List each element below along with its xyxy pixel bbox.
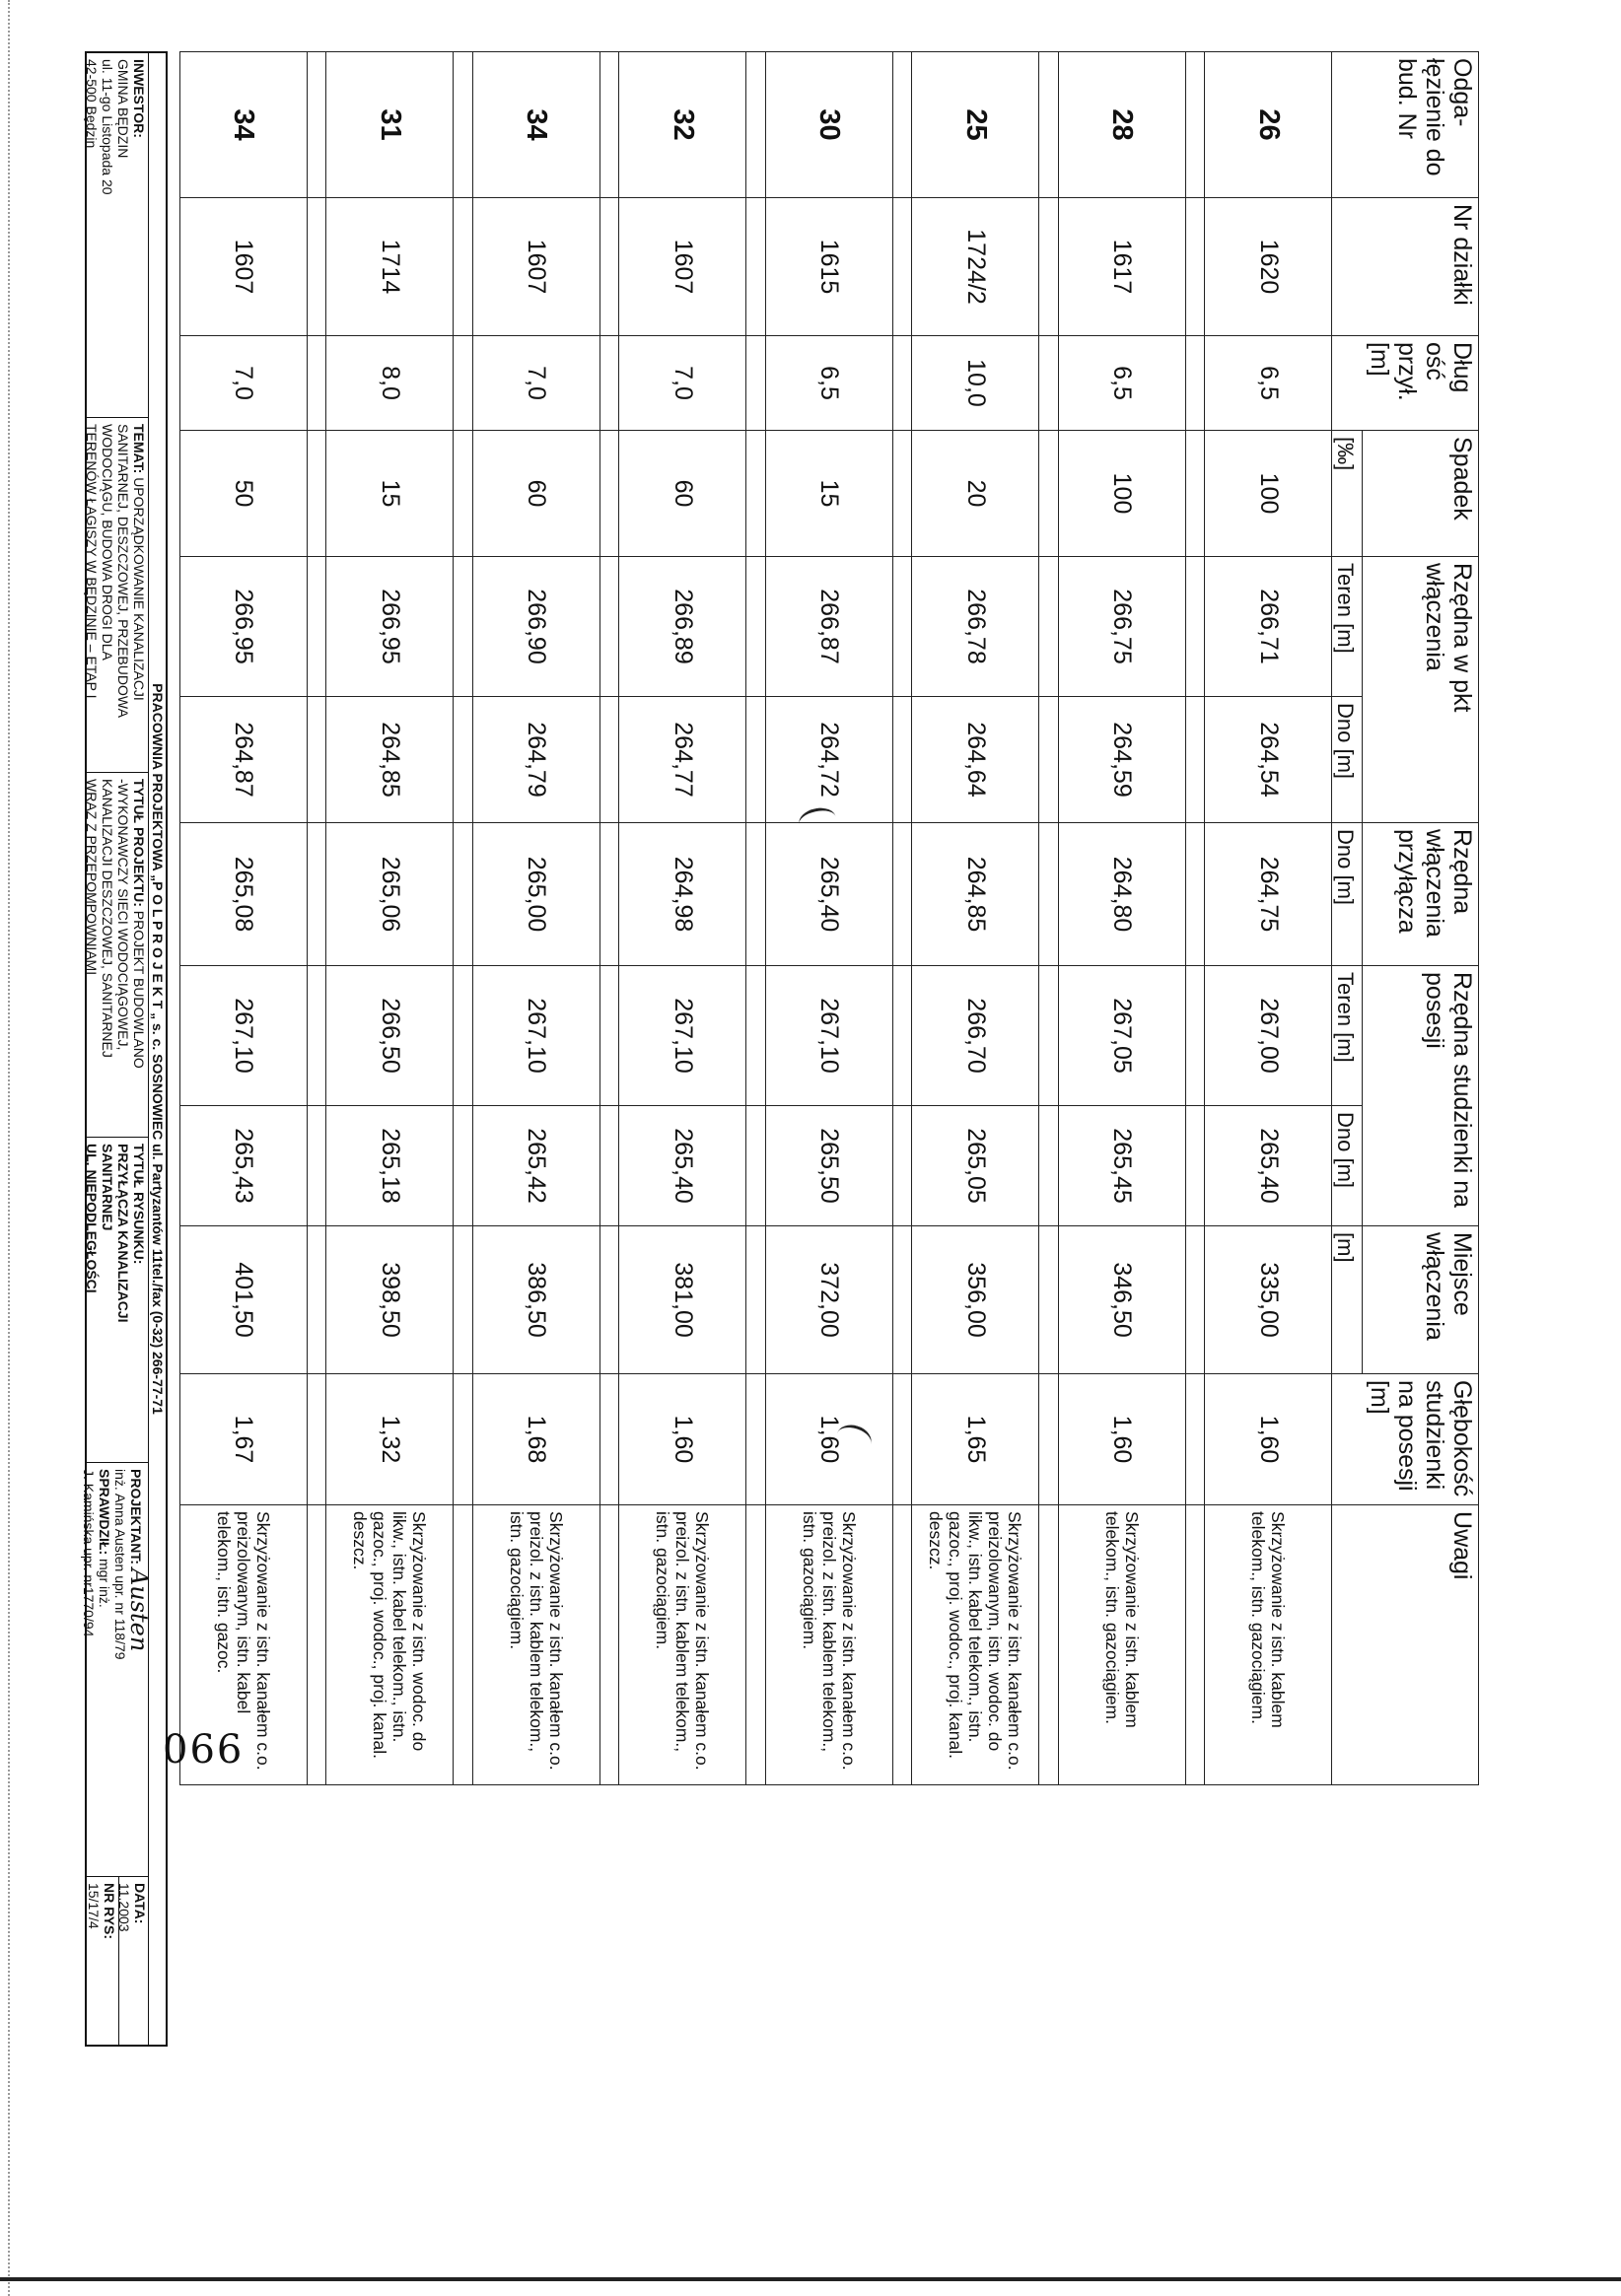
separator-cell bbox=[599, 198, 619, 336]
row-separator bbox=[454, 52, 473, 1785]
bottom-cell: 264,54 bbox=[1205, 697, 1332, 823]
slope-cell: 20 bbox=[912, 431, 1039, 557]
separator-cell bbox=[1039, 336, 1059, 431]
separator-cell bbox=[746, 557, 766, 697]
separator-cell bbox=[892, 1106, 912, 1226]
subject-line: TERENÓW ŁAGISZY W BĘDZINIE – ETAP I bbox=[84, 424, 100, 699]
title-block bbox=[81, 51, 168, 2047]
plot-nr-cell: 1617 bbox=[1058, 198, 1185, 336]
table-row bbox=[912, 52, 1039, 1785]
separator-cell bbox=[454, 823, 473, 966]
manhole-bottom-cell: 265,40 bbox=[1205, 1106, 1332, 1226]
manhole-terrain-cell: 266,50 bbox=[326, 966, 454, 1106]
branch-nr-cell: 28 bbox=[1058, 52, 1185, 198]
separator-cell bbox=[746, 823, 766, 966]
separator-cell bbox=[746, 697, 766, 823]
investor-line: 42-500 Będzin bbox=[84, 59, 100, 149]
separator-cell bbox=[307, 1374, 326, 1505]
plot-nr-cell: 1607 bbox=[619, 198, 746, 336]
separator-cell bbox=[892, 1505, 912, 1785]
separator-cell bbox=[1039, 1505, 1059, 1785]
plot-nr-cell: 1724/2 bbox=[912, 198, 1039, 336]
separator-cell bbox=[454, 1374, 473, 1505]
row-separator bbox=[746, 52, 766, 1785]
separator-cell bbox=[892, 1374, 912, 1505]
plot-nr-cell: 1620 bbox=[1205, 198, 1332, 336]
separator-cell bbox=[307, 431, 326, 557]
connection-bottom-cell: 265,08 bbox=[180, 823, 308, 966]
separator-cell bbox=[1039, 52, 1059, 198]
table-row bbox=[472, 52, 599, 1785]
separator-cell bbox=[1039, 966, 1059, 1106]
remarks-cell: Skrzyżowanie z istn. kablem telekom., istn. gazociągiem. bbox=[1205, 1505, 1332, 1785]
bottom-cell: 264,79 bbox=[472, 697, 599, 823]
separator-cell bbox=[307, 1226, 326, 1374]
remarks-cell: Skrzyżowanie z istn. kanałem c.o. preizol. z istn. kablem telekom., istn. gazociągiem. bbox=[472, 1505, 599, 1785]
date-number-cell bbox=[87, 1877, 149, 2045]
drawing-title-line: UL. NIEPODLEGŁOŚCI bbox=[84, 1144, 100, 1293]
scan-edge bbox=[8, 0, 10, 2296]
manhole-depth-cell: 1,60 bbox=[619, 1374, 746, 1505]
investor-line: ul. 11-go Listopada 20 bbox=[100, 59, 115, 195]
firm-name: PRACOWNIA PROJEKTOWA „P O L P R O J E K T „ s. c. SOSNOWIEC ul. Partyzantów 11tel./fax (0-32) 266-77-71 bbox=[148, 53, 166, 2045]
connection-bottom-cell: 265,06 bbox=[326, 823, 454, 966]
separator-cell bbox=[599, 557, 619, 697]
separator-cell bbox=[1185, 1226, 1205, 1374]
separator-cell bbox=[1185, 697, 1205, 823]
separator-cell bbox=[746, 1226, 766, 1374]
plot-nr-cell: 1607 bbox=[180, 198, 308, 336]
header-spadek-unit: [‰] bbox=[1332, 431, 1363, 557]
separator-cell bbox=[1185, 557, 1205, 697]
separator-cell bbox=[892, 1226, 912, 1374]
designer-cell bbox=[81, 1463, 153, 1877]
separator-cell bbox=[892, 336, 912, 431]
connection-bottom-cell: 264,98 bbox=[619, 823, 746, 966]
separator-cell bbox=[1185, 431, 1205, 557]
designer-name: inż. Anna Austen upr. nr 118/79 bbox=[112, 1469, 128, 1660]
subject-cell bbox=[84, 418, 149, 773]
connection-bottom-cell: 265,40 bbox=[765, 823, 892, 966]
header-dlugosc: Dług ość przył. [m] bbox=[1332, 336, 1479, 431]
manhole-bottom-cell: 265,45 bbox=[1058, 1106, 1185, 1226]
header-przylacze-dno: Dno [m] bbox=[1332, 823, 1363, 966]
header-rzedna-studzienki: Rzędna studzienki na posesji bbox=[1363, 966, 1479, 1226]
header-nr-dzialki: Nr działki bbox=[1332, 198, 1479, 336]
separator-cell bbox=[746, 1505, 766, 1785]
header-miejsce-unit: [m] bbox=[1332, 1226, 1363, 1374]
separator-cell bbox=[892, 557, 912, 697]
manhole-depth-cell: 1,68 bbox=[472, 1374, 599, 1505]
drawing-title-cell bbox=[84, 1138, 149, 1463]
row-separator bbox=[599, 52, 619, 1785]
length-cell: 6,5 bbox=[765, 336, 892, 431]
separator-cell bbox=[1039, 431, 1059, 557]
separator-cell bbox=[1039, 1106, 1059, 1226]
separator-cell bbox=[599, 1226, 619, 1374]
length-cell: 10,0 bbox=[912, 336, 1039, 431]
drawing-title-line: SANITARNEJ bbox=[100, 1144, 115, 1231]
remarks-cell: Skrzyżowanie z istn. wodoc. do likw., istn. kabel telekom., istn. gazoc., proj. wodoc., proj. kanal. deszcz. bbox=[326, 1505, 454, 1785]
separator-cell bbox=[454, 557, 473, 697]
separator-cell bbox=[892, 966, 912, 1106]
connection-point-cell: 381,00 bbox=[619, 1226, 746, 1374]
project-title-line: KANALIZACJI DESZCZOWEJ, SANITARNEJ bbox=[100, 779, 115, 1058]
manhole-bottom-cell: 265,50 bbox=[765, 1106, 892, 1226]
subject-line: UPORZĄDKOWANIE KANALIZACJI bbox=[131, 477, 147, 701]
slope-cell: 100 bbox=[1205, 431, 1332, 557]
header-rzedna-wlaczenia-przylacza: Rzędna włączenia przyłącza bbox=[1363, 823, 1479, 966]
separator-cell bbox=[307, 697, 326, 823]
table-row bbox=[765, 52, 892, 1785]
drawing-number-label: NR RYS: bbox=[102, 1883, 117, 1940]
terrain-cell: 266,89 bbox=[619, 557, 746, 697]
table-row bbox=[1205, 52, 1332, 1785]
separator-cell bbox=[454, 1106, 473, 1226]
manhole-bottom-cell: 265,18 bbox=[326, 1106, 454, 1226]
manhole-terrain-cell: 267,10 bbox=[472, 966, 599, 1106]
checker-name: J. Kamińska upr. nr1770/94 bbox=[81, 1469, 97, 1637]
date-value: 11.2003 bbox=[116, 1883, 132, 1932]
separator-cell bbox=[454, 1226, 473, 1374]
separator-cell bbox=[454, 52, 473, 198]
separator-cell bbox=[599, 1505, 619, 1785]
connection-bottom-cell: 264,75 bbox=[1205, 823, 1332, 966]
separator-cell bbox=[454, 966, 473, 1106]
separator-cell bbox=[1185, 823, 1205, 966]
drawing-title-label: TYTUŁ RYSUNKU: bbox=[131, 1144, 147, 1265]
separator-cell bbox=[746, 966, 766, 1106]
separator-cell bbox=[454, 697, 473, 823]
bottom-cell: 264,64 bbox=[912, 697, 1039, 823]
length-cell: 6,5 bbox=[1058, 336, 1185, 431]
separator-cell bbox=[454, 431, 473, 557]
checker-label: SPRAWDZIŁ: bbox=[97, 1469, 112, 1556]
manhole-depth-cell: 1,60 bbox=[765, 1374, 892, 1505]
slope-cell: 15 bbox=[326, 431, 454, 557]
separator-cell bbox=[1039, 557, 1059, 697]
connection-point-cell: 346,50 bbox=[1058, 1226, 1185, 1374]
drawing-number-value: 15/17/4 bbox=[86, 1883, 102, 1929]
row-separator bbox=[892, 52, 912, 1785]
designer-signature: Austen bbox=[125, 1567, 153, 1652]
connection-point-cell: 398,50 bbox=[326, 1226, 454, 1374]
table-row bbox=[180, 52, 308, 1785]
branch-nr-cell: 26 bbox=[1205, 52, 1332, 198]
separator-cell bbox=[1185, 198, 1205, 336]
connections-table bbox=[179, 51, 1479, 1785]
terrain-cell: 266,90 bbox=[472, 557, 599, 697]
row-separator bbox=[307, 52, 326, 1785]
bottom-cell: 264,77 bbox=[619, 697, 746, 823]
connection-point-cell: 372,00 bbox=[765, 1226, 892, 1374]
header-rzedna-wlaczenia: Rzędna w pkt włączenia bbox=[1363, 557, 1479, 823]
manhole-depth-cell: 1,65 bbox=[912, 1374, 1039, 1505]
connection-point-cell: 335,00 bbox=[1205, 1226, 1332, 1374]
checker-title: mgr inż. bbox=[97, 1559, 112, 1608]
connection-bottom-cell: 264,80 bbox=[1058, 823, 1185, 966]
length-cell: 6,5 bbox=[1205, 336, 1332, 431]
header-studzienka-dno: Dno [m] bbox=[1332, 1106, 1363, 1226]
terrain-cell: 266,87 bbox=[765, 557, 892, 697]
subject-label: TEMAT: bbox=[131, 424, 147, 474]
investor-cell bbox=[84, 53, 149, 418]
separator-cell bbox=[746, 198, 766, 336]
slope-cell: 60 bbox=[472, 431, 599, 557]
separator-cell bbox=[746, 1374, 766, 1505]
branch-nr-cell: 34 bbox=[472, 52, 599, 198]
terrain-cell: 266,71 bbox=[1205, 557, 1332, 697]
header-glebokosc: Głębokość studzienki na posesji [m] bbox=[1332, 1374, 1479, 1505]
separator-cell bbox=[746, 336, 766, 431]
header-uwagi: Uwagi bbox=[1332, 1505, 1479, 1785]
slope-cell: 15 bbox=[765, 431, 892, 557]
separator-cell bbox=[1185, 52, 1205, 198]
plot-nr-cell: 1615 bbox=[765, 198, 892, 336]
manhole-terrain-cell: 267,05 bbox=[1058, 966, 1185, 1106]
bottom-cell: 264,72 bbox=[765, 697, 892, 823]
subject-line: SANITARNEJ, DESZCZOWEJ, PRZEBUDOWA bbox=[115, 424, 131, 718]
separator-cell bbox=[892, 52, 912, 198]
remarks-cell: Skrzyżowanie z istn. kanałem c.o. preizolowanym, istn. wodoc. do likw., istn. kabel telekom., istn. gazoc., proj. wodoc., proj. kanal. deszcz. bbox=[912, 1505, 1039, 1785]
remarks-cell: Skrzyżowanie z istn. kanałem c.o. preizol. z istn. kablem telekom., istn. gazociągiem. bbox=[765, 1505, 892, 1785]
separator-cell bbox=[1185, 1374, 1205, 1505]
separator-cell bbox=[307, 1505, 326, 1785]
slope-cell: 100 bbox=[1058, 431, 1185, 557]
terrain-cell: 266,95 bbox=[326, 557, 454, 697]
terrain-cell: 266,95 bbox=[180, 557, 308, 697]
connection-point-cell: 386,50 bbox=[472, 1226, 599, 1374]
investor-line: GMINA BĘDZIN bbox=[115, 59, 131, 159]
separator-cell bbox=[599, 1106, 619, 1226]
drawing-sheet bbox=[59, 51, 1479, 2200]
separator-cell bbox=[746, 431, 766, 557]
header-odgalezienie: Odga-łęzienie do bud. Nr bbox=[1332, 52, 1479, 198]
connection-point-cell: 401,50 bbox=[180, 1226, 308, 1374]
header-dno: Dno [m] bbox=[1332, 697, 1363, 823]
header-miejsce: Miejsce włączenia bbox=[1363, 1226, 1479, 1374]
manhole-bottom-cell: 265,42 bbox=[472, 1106, 599, 1226]
separator-cell bbox=[599, 966, 619, 1106]
branch-nr-cell: 31 bbox=[326, 52, 454, 198]
separator-cell bbox=[1039, 697, 1059, 823]
separator-cell bbox=[892, 198, 912, 336]
length-cell: 7,0 bbox=[472, 336, 599, 431]
branch-nr-cell: 30 bbox=[765, 52, 892, 198]
page-number: 066 bbox=[163, 1727, 245, 1773]
manhole-bottom-cell: 265,05 bbox=[912, 1106, 1039, 1226]
manhole-depth-cell: 1,60 bbox=[1205, 1374, 1332, 1505]
header-teren: Teren [m] bbox=[1332, 557, 1363, 697]
length-cell: 7,0 bbox=[180, 336, 308, 431]
separator-cell bbox=[1185, 1505, 1205, 1785]
separator-cell bbox=[599, 697, 619, 823]
project-title-line: WRAZ Z PRZEPOMPOWNIAMI bbox=[84, 779, 100, 976]
separator-cell bbox=[599, 431, 619, 557]
branch-nr-cell: 25 bbox=[912, 52, 1039, 198]
slope-cell: 60 bbox=[619, 431, 746, 557]
manhole-terrain-cell: 267,10 bbox=[765, 966, 892, 1106]
separator-cell bbox=[1039, 823, 1059, 966]
separator-cell bbox=[454, 1505, 473, 1785]
slope-cell: 50 bbox=[180, 431, 308, 557]
table-row bbox=[1058, 52, 1185, 1785]
separator-cell bbox=[1039, 198, 1059, 336]
bottom-cell: 264,59 bbox=[1058, 697, 1185, 823]
separator-cell bbox=[892, 431, 912, 557]
remarks-cell: Skrzyżowanie z istn. kanałem c.o. preizolowanym, istn. kabel telekom., istn. gazoc. bbox=[180, 1505, 308, 1785]
table-row bbox=[326, 52, 454, 1785]
manhole-bottom-cell: 265,43 bbox=[180, 1106, 308, 1226]
terrain-cell: 266,78 bbox=[912, 557, 1039, 697]
connection-point-cell: 356,00 bbox=[912, 1226, 1039, 1374]
terrain-cell: 266,75 bbox=[1058, 557, 1185, 697]
manhole-terrain-cell: 267,00 bbox=[1205, 966, 1332, 1106]
separator-cell bbox=[1039, 1374, 1059, 1505]
header-studzienka-teren: Teren [m] bbox=[1332, 966, 1363, 1106]
separator-cell bbox=[307, 557, 326, 697]
manhole-depth-cell: 1,32 bbox=[326, 1374, 454, 1505]
separator-cell bbox=[307, 198, 326, 336]
separator-cell bbox=[307, 336, 326, 431]
separator-cell bbox=[307, 966, 326, 1106]
separator-cell bbox=[454, 198, 473, 336]
connection-bottom-cell: 264,85 bbox=[912, 823, 1039, 966]
separator-cell bbox=[307, 823, 326, 966]
designer-label: PROJEKTANT: bbox=[128, 1469, 144, 1565]
project-title-cell bbox=[84, 773, 149, 1138]
manhole-terrain-cell: 267,10 bbox=[619, 966, 746, 1106]
separator-cell bbox=[1185, 1106, 1205, 1226]
manhole-depth-cell: 1,60 bbox=[1058, 1374, 1185, 1505]
separator-cell bbox=[599, 823, 619, 966]
investor-label: INWESTOR: bbox=[131, 59, 147, 138]
manhole-terrain-cell: 267,10 bbox=[180, 966, 308, 1106]
separator-cell bbox=[454, 336, 473, 431]
separator-cell bbox=[746, 52, 766, 198]
separator-cell bbox=[892, 823, 912, 966]
branch-nr-cell: 34 bbox=[180, 52, 308, 198]
bottom-cell: 264,87 bbox=[180, 697, 308, 823]
project-title-line: PROJEKT BUDOWLANO bbox=[131, 910, 147, 1069]
connection-bottom-cell: 265,00 bbox=[472, 823, 599, 966]
bottom-cell: 264,85 bbox=[326, 697, 454, 823]
remarks-cell: Skrzyżowanie z istn. kanałem c.o. preizol. z istn. kablem telekom., istn. gazociągiem. bbox=[619, 1505, 746, 1785]
row-separator bbox=[1039, 52, 1059, 1785]
plot-nr-cell: 1607 bbox=[472, 198, 599, 336]
row-separator bbox=[1185, 52, 1205, 1785]
scan-bottom-rule bbox=[0, 2277, 1621, 2281]
separator-cell bbox=[1185, 336, 1205, 431]
remarks-cell: Skrzyżowanie z istn. kablem telekom., istn. gazociągiem. bbox=[1058, 1505, 1185, 1785]
length-cell: 8,0 bbox=[326, 336, 454, 431]
branch-nr-cell: 32 bbox=[619, 52, 746, 198]
project-title-line: -WYKONAWCZY SIECI WODOCIĄGOWEJ, bbox=[115, 779, 131, 1051]
drawing-title-line: PRZYŁĄCZA KANALIZACJI bbox=[115, 1144, 131, 1323]
plot-nr-cell: 1714 bbox=[326, 198, 454, 336]
manhole-depth-cell: 1,67 bbox=[180, 1374, 308, 1505]
separator-cell bbox=[307, 52, 326, 198]
date-label: DATA: bbox=[132, 1883, 148, 1924]
subject-line: WODOCIĄGU, BUDOWA DROGI DLA bbox=[100, 424, 115, 661]
separator-cell bbox=[892, 697, 912, 823]
project-title-label: TYTUŁ PROJEKTU: bbox=[131, 779, 147, 907]
separator-cell bbox=[1039, 1226, 1059, 1374]
manhole-terrain-cell: 266,70 bbox=[912, 966, 1039, 1106]
separator-cell bbox=[599, 1374, 619, 1505]
separator-cell bbox=[599, 336, 619, 431]
separator-cell bbox=[307, 1106, 326, 1226]
length-cell: 7,0 bbox=[619, 336, 746, 431]
separator-cell bbox=[1185, 966, 1205, 1106]
table-row bbox=[619, 52, 746, 1785]
separator-cell bbox=[599, 52, 619, 198]
manhole-bottom-cell: 265,40 bbox=[619, 1106, 746, 1226]
header-spadek: Spadek bbox=[1363, 431, 1479, 557]
separator-cell bbox=[746, 1106, 766, 1226]
